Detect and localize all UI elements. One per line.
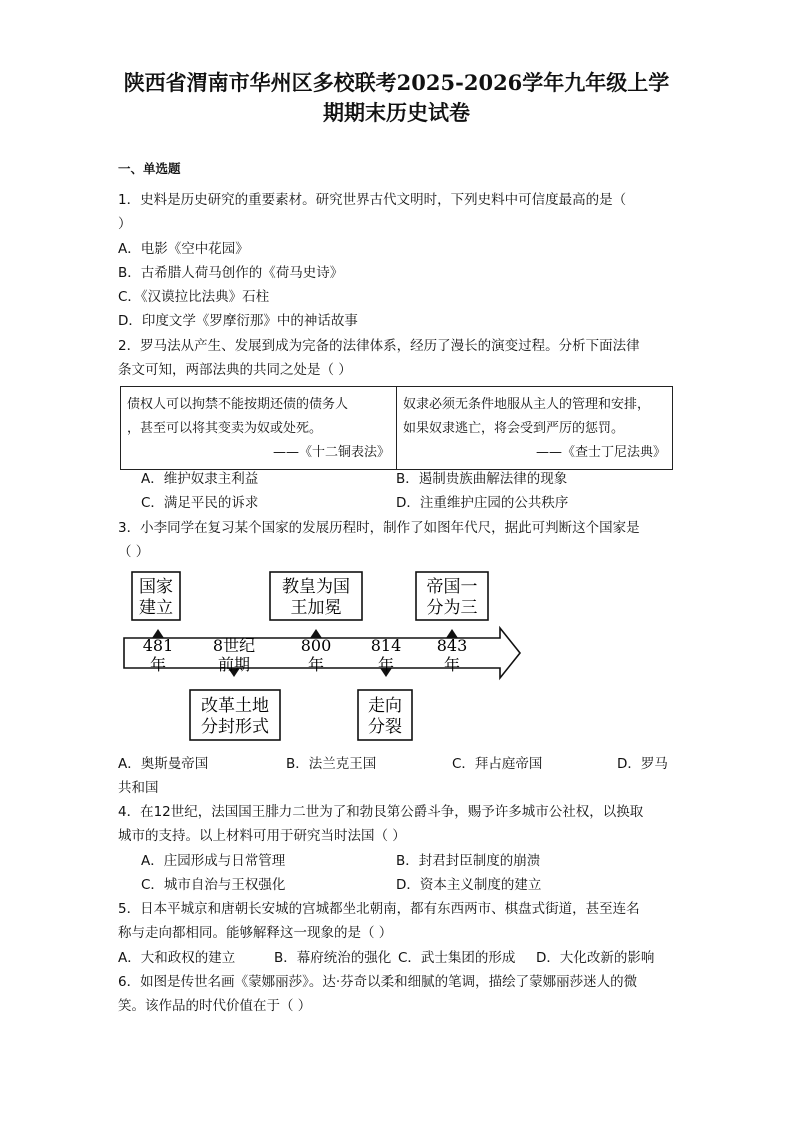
q5-option-c: C．武士集团的形成 xyxy=(398,950,516,966)
event-split-line2: 分裂 xyxy=(368,717,402,737)
q2-stem-line1: 2．罗马法从产生、发展到成为完备的法律体系，经历了漫长的演变过程。分析下面法律 xyxy=(118,338,640,354)
q3-stem-line2: （ ） xyxy=(118,544,150,560)
q4-stem-line1: 4．在12世纪，法国国王腓力二世为了和勃艮第公爵斗争，赐予许多城市公社权，以换取 xyxy=(118,804,644,820)
q3-option-c: C．拜占庭帝国 xyxy=(452,756,543,772)
q5-option-a: A．大和政权的建立 xyxy=(118,950,236,966)
q2-option-a: A．维护奴隶主利益 xyxy=(141,471,259,487)
section-heading: 一、单选题 xyxy=(118,161,181,176)
q3-stem-line1: 3．小李同学在复习某个国家的发展历程时，制作了如图年代尺，据此可判断这个国家是 xyxy=(118,520,640,536)
q2-source-table xyxy=(120,386,673,470)
event-partition-line2: 分为三 xyxy=(426,598,478,618)
event-partition-line1: 帝国一 xyxy=(426,577,478,597)
q2-source-right xyxy=(397,387,673,470)
q3-timeline-figure xyxy=(118,566,528,746)
q3-option-a: A．奥斯曼帝国 xyxy=(118,756,209,772)
exam-title-line2: 期期末历史试卷 xyxy=(323,100,470,125)
q3-option-d: D．罗马 xyxy=(617,756,668,772)
q6-stem-line2: 笑。该作品的时代价值在于（ ） xyxy=(118,998,312,1014)
q3-option-b: B．法兰克王国 xyxy=(286,756,377,772)
q4-option-b: B．封君封臣制度的崩溃 xyxy=(396,853,541,869)
tick-800-line1: 800 xyxy=(300,636,332,655)
q3-option-d-cont: 共和国 xyxy=(118,780,159,796)
tick-8th-line2: 前期 xyxy=(217,655,251,674)
q4-option-d: D．资本主义制度的建立 xyxy=(396,877,542,893)
tick-814-line1: 814 xyxy=(370,636,402,655)
tick-481-line2: 年 xyxy=(149,655,167,674)
tick-8th-century xyxy=(213,636,255,674)
q2-source-left xyxy=(121,387,397,470)
q2-left-text-line2: ，甚至可以将其变卖为奴或处死。 xyxy=(127,421,323,436)
q6-stem-line1: 6．如图是传世名画《蒙娜丽莎》。达·芬奇以柔和细腻的笔调，描绘了蒙娜丽莎迷人的微 xyxy=(118,974,638,990)
event-box-coronation xyxy=(270,572,362,620)
event-founding-line2: 建立 xyxy=(139,598,173,618)
tick-8th-line1: 8世纪 xyxy=(212,636,256,655)
event-coronation-line1: 教皇为国 xyxy=(282,577,350,597)
q2-left-citation: ——《十二铜表法》 xyxy=(272,445,390,460)
q2-right-citation: ——《查士丁尼法典》 xyxy=(535,445,666,460)
q5-stem-line2: 称与走向都相同。能够解释这一现象的是（ ） xyxy=(118,925,393,941)
q1-option-c: C．《汉谟拉比法典》石柱 xyxy=(118,289,270,305)
event-founding-line1: 国家 xyxy=(139,577,173,597)
q1-option-b: B．古希腊人荷马创作的《荷马史诗》 xyxy=(118,265,344,281)
q1-stem-line1: 1．史料是历史研究的重要素材。研究世界古代文明时，下列史料中可信度最高的是（ xyxy=(118,192,627,208)
q1-option-a: A．电影《空中花园》 xyxy=(118,241,249,257)
q1-option-d: D．印度文学《罗摩衍那》中的神话故事 xyxy=(118,313,358,329)
q5-option-b: B．幕府统治的强化 xyxy=(274,950,392,966)
event-reform-line2: 分封形式 xyxy=(201,717,269,737)
q2-option-d: D．注重维护庄园的公共秩序 xyxy=(396,495,569,511)
tick-800-line2: 年 xyxy=(307,655,325,674)
q5-stem-line1: 5．日本平城京和唐朝长安城的宫城都坐北朝南，都有东西两市、棋盘式街道，甚至连名 xyxy=(118,901,640,917)
tick-814-line2: 年 xyxy=(377,655,395,674)
q2-stem-line2: 条文可知，两部法典的共同之处是（ ） xyxy=(118,362,352,378)
event-box-split xyxy=(358,690,412,740)
q2-right-text-line1: 奴隶必须无条件地服从主人的管理和安排， xyxy=(403,397,651,412)
event-box-partition xyxy=(416,572,488,620)
tick-843-line1: 843 xyxy=(436,636,468,655)
q2-option-c: C．满足平民的诉求 xyxy=(141,495,259,511)
tick-843-line2: 年 xyxy=(443,655,461,674)
q2-left-text-line1: 债权人可以拘禁不能按期还债的债务人 xyxy=(127,397,349,412)
event-box-founding xyxy=(132,572,180,620)
q5-option-d: D．大化改新的影响 xyxy=(536,950,655,966)
q2-right-text-line2: 如果奴隶逃亡，将会受到严厉的惩罚。 xyxy=(403,421,625,436)
event-coronation-line2: 王加冕 xyxy=(290,598,342,618)
event-box-land-reform xyxy=(190,690,280,740)
q4-stem-line2: 城市的支持。以上材料可用于研究当时法国（ ） xyxy=(118,828,406,844)
tick-481-line1: 481 xyxy=(142,636,174,655)
event-split-line1: 走向 xyxy=(368,696,402,716)
exam-title-line1: 陕西省渭南市华州区多校联考2025-2026学年九年级上学 xyxy=(123,70,670,95)
q2-option-b: B．遏制贵族曲解法律的现象 xyxy=(396,471,568,487)
event-reform-line1: 改革土地 xyxy=(201,696,269,716)
q4-option-a: A．庄园形成与日常管理 xyxy=(141,853,286,869)
q1-stem-line2: ） xyxy=(118,216,132,232)
q4-option-c: C．城市自治与王权强化 xyxy=(141,877,286,893)
